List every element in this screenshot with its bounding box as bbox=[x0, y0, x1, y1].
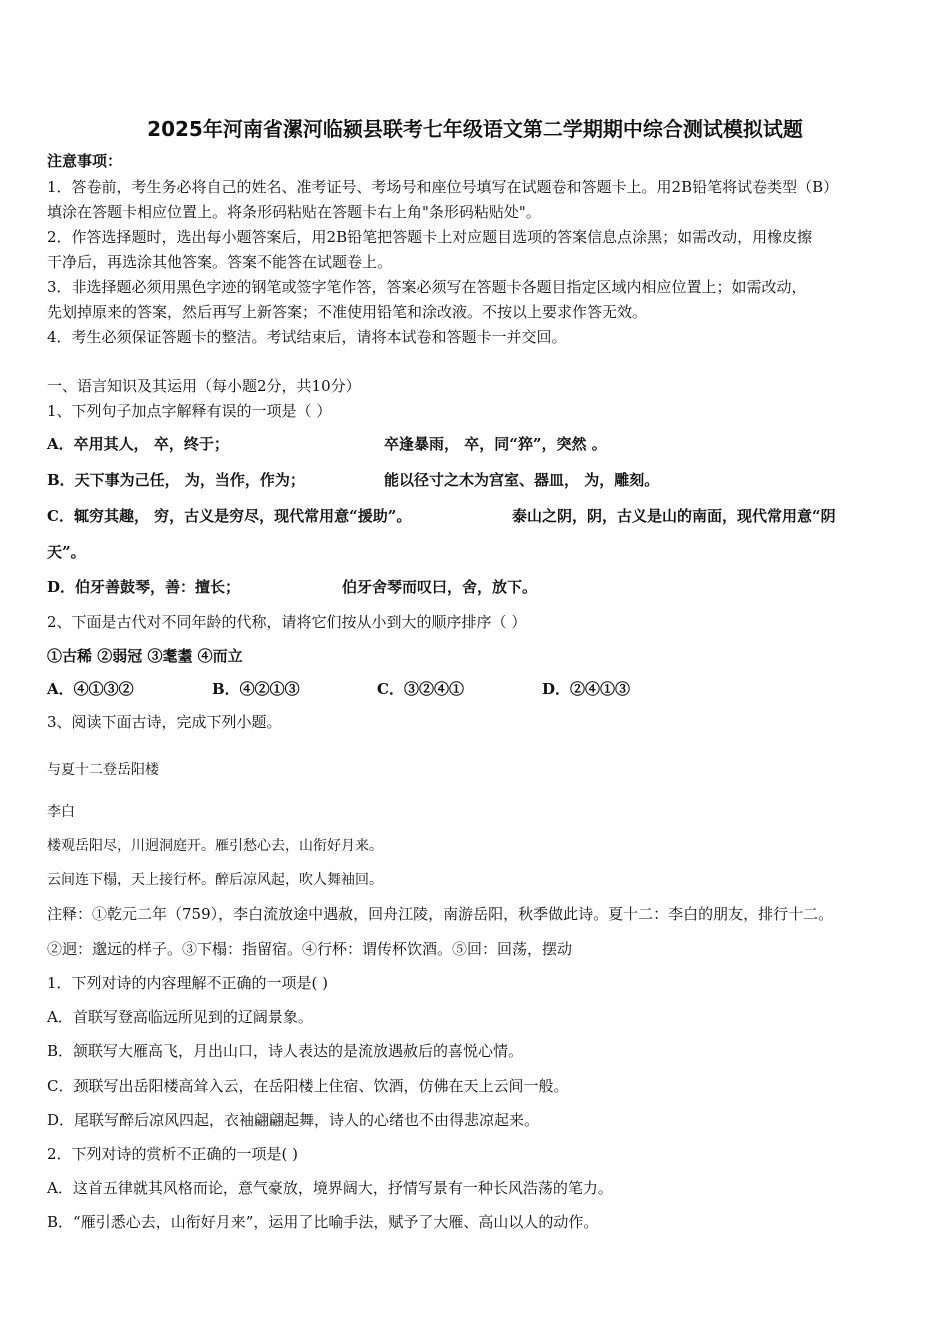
notice-line: 1．答卷前，考生务必将自己的姓名、准考证号、考场号和座位号填写在试题卷和答题卡上。用2B铅笔将试卷类型（B） bbox=[47, 178, 839, 196]
notice-line: 3．非选择题必须用黑色字迹的钢笔或签字笔作答，答案必须写在答题卡各题目指定区域内相应位置上；如需改动， bbox=[47, 278, 807, 296]
q1-option-c: C．辄穷其趣， 穷，古义是穷尽，现代常用意“援助”。 bbox=[47, 507, 412, 525]
sub2-option-b: B．“雁引悉心去，山衔好月来”，运用了比喻手法，赋予了大雁、高山以人的动作。 bbox=[47, 1213, 599, 1231]
poem-title: 与夏十二登岳阳楼 bbox=[47, 762, 159, 778]
notice-line: 2．作答选择题时，选出每小题答案后，用2B铅笔把答题卡上对应题目选项的答案信息点涂黑；如需改动，用橡皮擦 bbox=[47, 228, 813, 246]
q2-option-b: B．④②①③ bbox=[212, 680, 300, 698]
q1-option-c-part2: 泰山之阴，阴，古义是山的南面，现代常用意“阴 bbox=[512, 507, 836, 525]
section-heading: 一、语言知识及其运用（每小题2分，共10分） bbox=[47, 377, 361, 395]
notice-line: 4．考生必须保证答题卡的整洁。考试结束后，请将本试卷和答题卡一并交回。 bbox=[47, 328, 567, 346]
q1-option-c-part3: 天”。 bbox=[47, 543, 86, 561]
q1-option-a: A．卒用其人， 卒，终于； bbox=[47, 435, 229, 453]
poem-note: 注释：①乾元二年（759），李白流放途中遇赦，回舟江陵，南游岳阳，秋季做此诗。夏十二：李白的朋友，排行十二。 bbox=[47, 905, 834, 923]
q1-option-d-part2: 伯牙舍琴而叹曰，舍，放下。 bbox=[342, 578, 538, 596]
poem-line: 云间连下榻，天上接行杯。醉后凉风起，吹人舞袖回。 bbox=[47, 872, 383, 888]
notice-line: 先划掉原来的答案，然后再写上新答案；不准使用铅笔和涂改液。不按以上要求作答无效。 bbox=[47, 303, 648, 321]
q2-option-a: A．④①③② bbox=[47, 680, 134, 698]
page-title: 2025年河南省漯河临颍县联考七年级语文第二学期期中综合测试模拟试题 bbox=[147, 117, 803, 141]
sub1-option-a: A．首联写登高临远所见到的辽阔景象。 bbox=[47, 1008, 313, 1026]
question-1-stem: 1、下列句子加点字解释有误的一项是（ ） bbox=[47, 402, 332, 420]
question-2-stem: 2、下面是古代对不同年龄的代称，请将它们按从小到大的顺序排序（ ） bbox=[47, 613, 527, 631]
notice-line: 干净后，再选涂其他答案。答案不能答在试题卷上。 bbox=[47, 253, 393, 271]
poem-author: 李白 bbox=[47, 804, 75, 820]
question-3-stem: 3、阅读下面古诗，完成下列小题。 bbox=[47, 713, 282, 731]
sub1-option-b: B．颔联写大雁高飞，月出山口，诗人表达的是流放遇赦后的喜悦心情。 bbox=[47, 1042, 524, 1060]
poem-line: 楼观岳阳尽，川迥洞庭开。雁引愁心去，山衔好月来。 bbox=[47, 838, 383, 854]
sub1-option-c: C．颈联写出岳阳楼高耸入云，在岳阳楼上住宿、饮酒，仿佛在天上云间一般。 bbox=[47, 1077, 569, 1095]
sub1-option-d: D．尾联写醉后凉风四起，衣袖翩翩起舞，诗人的心绪也不由得悲凉起来。 bbox=[47, 1111, 540, 1129]
q2-items: ①古稀 ②弱冠 ③耄耋 ④而立 bbox=[47, 647, 243, 665]
notice-line: 填涂在答题卡相应位置上。将条形码粘贴在答题卡右上角"条形码粘贴处"。 bbox=[47, 203, 541, 221]
notice-heading: 注意事项： bbox=[47, 152, 123, 170]
q2-option-c: C．③②④① bbox=[377, 680, 464, 698]
subquestion-2-stem: 2．下列对诗的赏析不正确的一项是( ) bbox=[47, 1145, 299, 1163]
q1-option-d: D．伯牙善鼓琴，善：擅长； bbox=[47, 578, 241, 596]
q2-option-d: D．②④①③ bbox=[542, 680, 631, 698]
q1-option-b: B．天下事为己任， 为，当作，作为； bbox=[47, 471, 305, 489]
poem-note: ②迥：邈远的样子。③下榻：指留宿。④行杯：谓传杯饮酒。⑤回：回荡，摆动 bbox=[47, 940, 573, 958]
q1-option-b-part2: 能以径寸之木为宫室、器皿， 为，雕刻。 bbox=[384, 471, 660, 489]
subquestion-1-stem: 1．下列对诗的内容理解不正确的一项是( ) bbox=[47, 974, 329, 992]
sub2-option-a: A．这首五律就其风格而论，意气豪放，境界阔大，抒情写景有一种长风浩荡的笔力。 bbox=[47, 1179, 613, 1197]
q1-option-a-part2: 卒逢暴雨， 卒，同“猝”，突然 。 bbox=[384, 435, 607, 453]
